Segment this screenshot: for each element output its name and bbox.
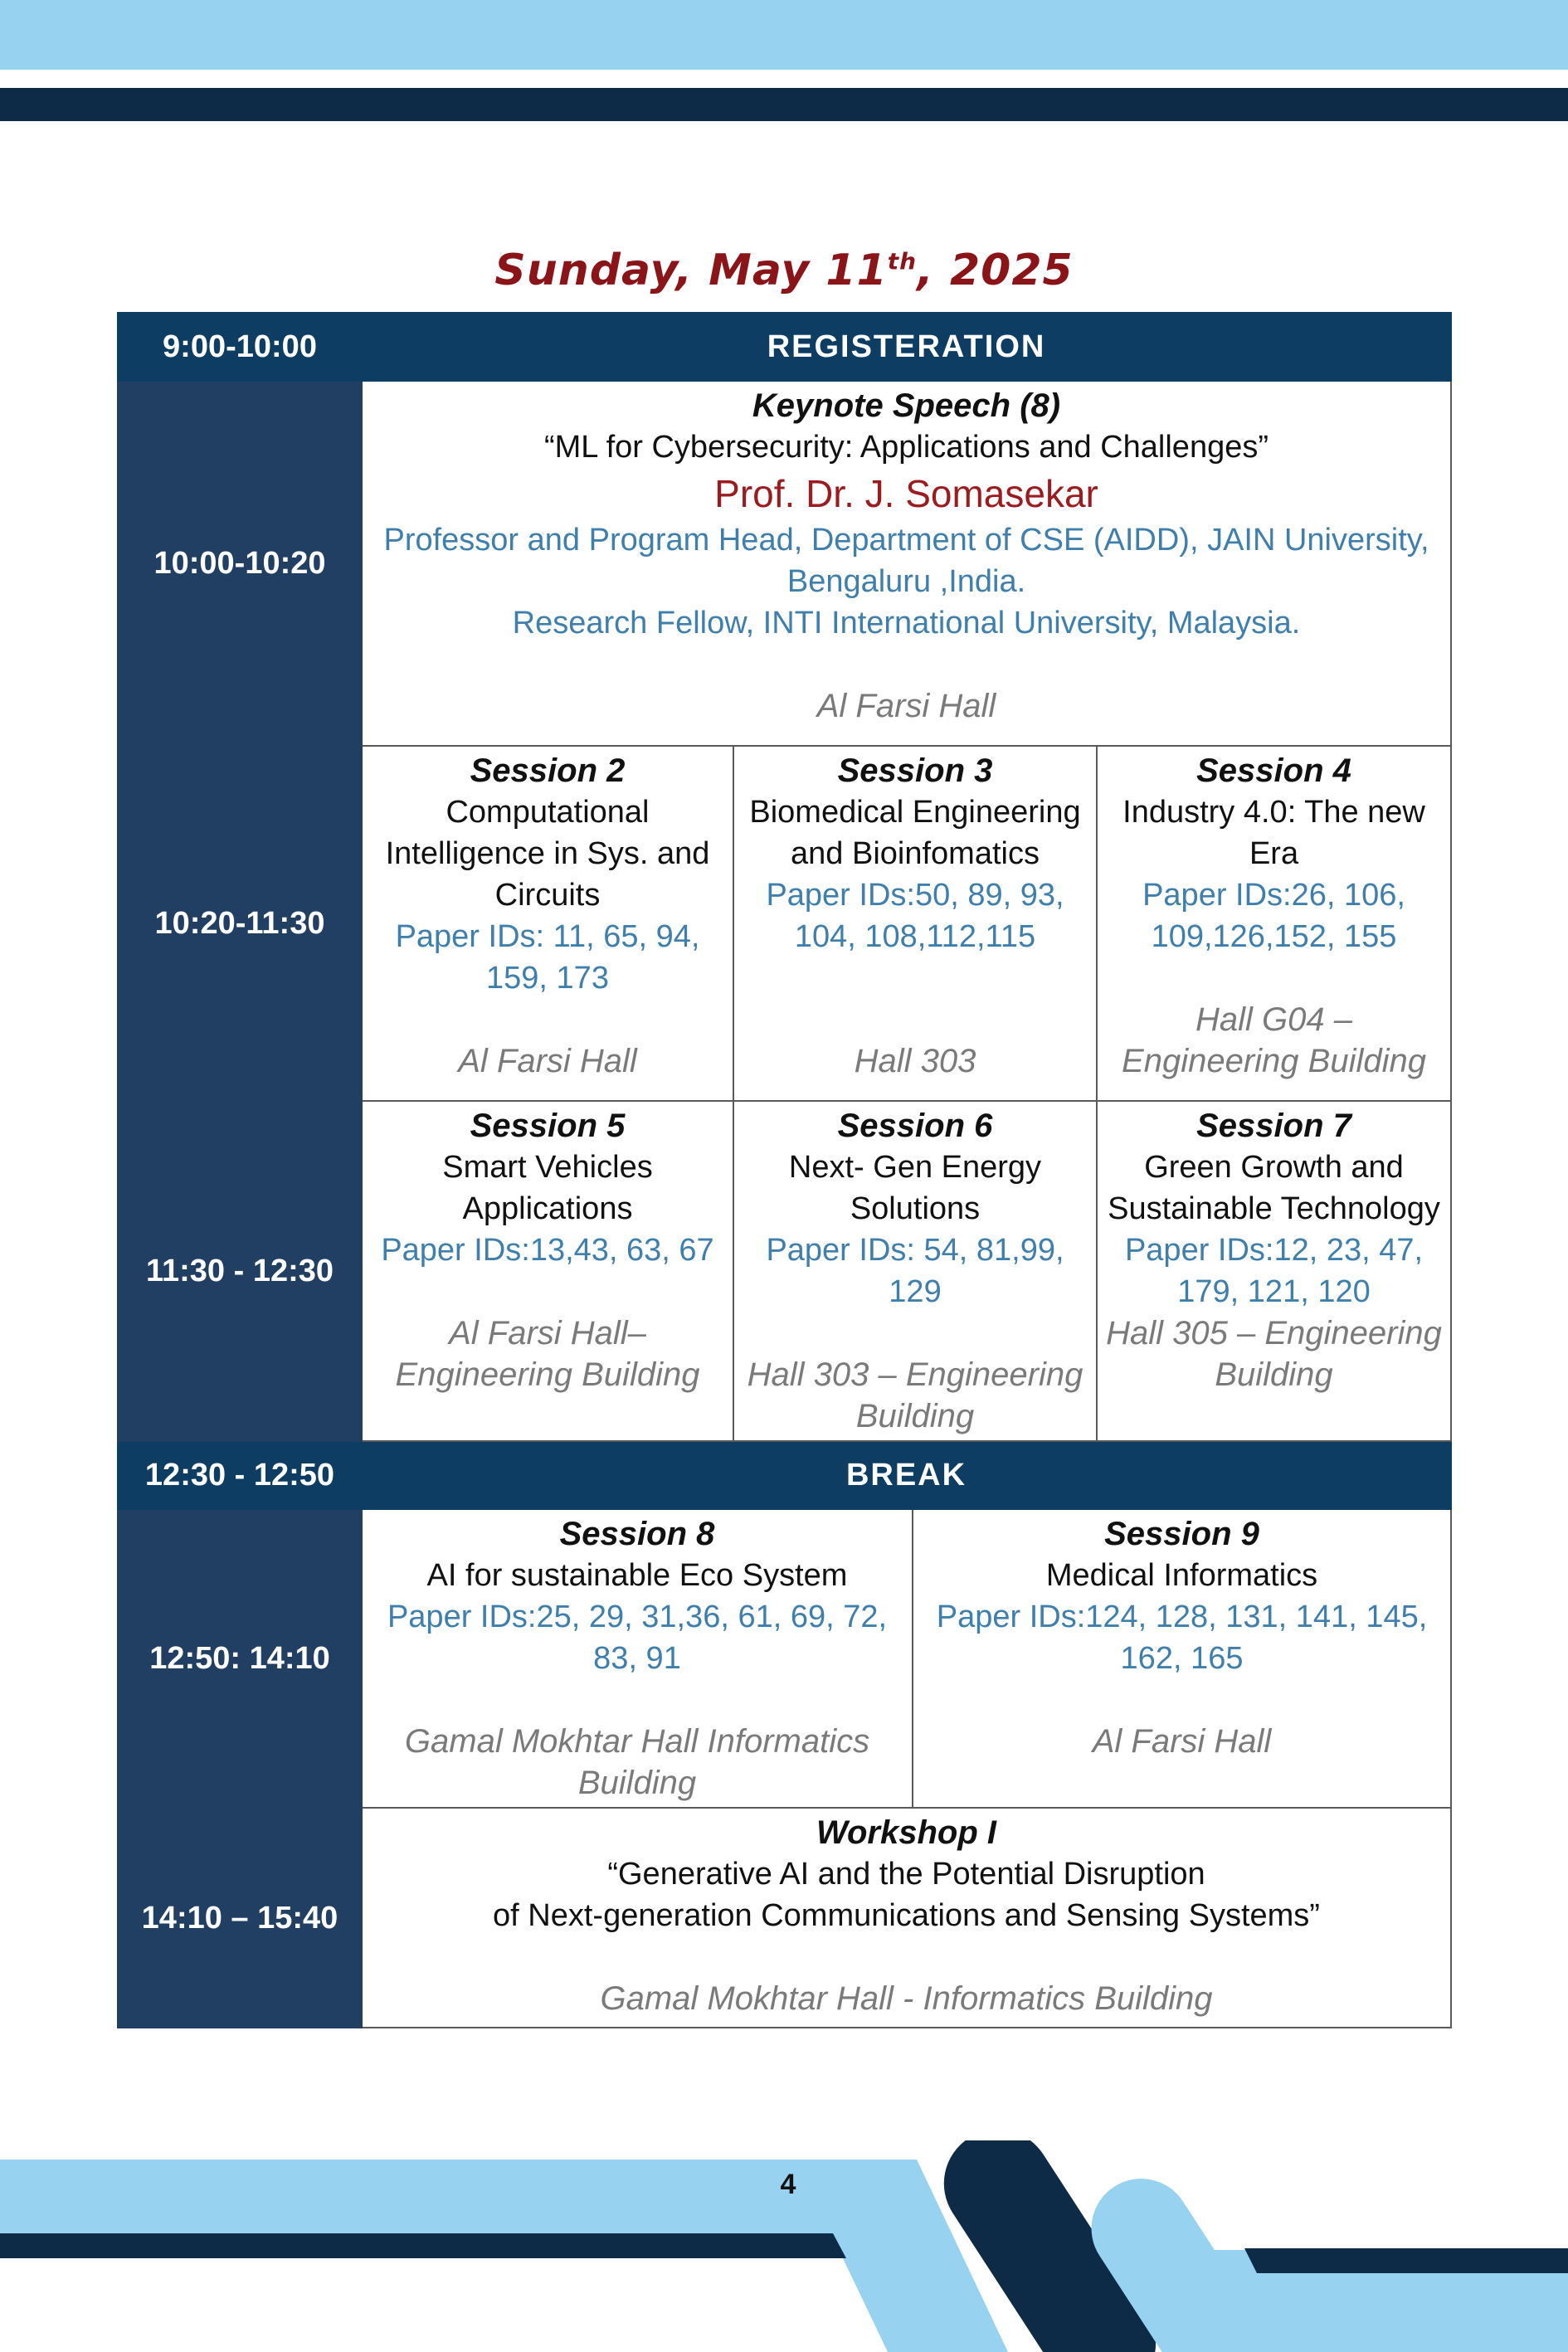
keynote-affiliation: Professor and Program Head, Department of CSE (AIDD), JAIN University, Bengaluru ,India.	[383, 523, 1429, 599]
table-row	[118, 1808, 1451, 2028]
session-cell	[362, 746, 733, 1101]
table-row	[118, 313, 1451, 381]
workshop-topic: “Generative AI and the Potential Disruption	[607, 1857, 1205, 1892]
session-papers: Paper IDs:26, 106, 109,126,152, 155	[1142, 878, 1405, 954]
keynote-speaker: Prof. Dr. J. Somasekar	[714, 472, 1098, 515]
session-cell	[362, 1509, 913, 1808]
workshop-cell	[362, 1808, 1451, 2028]
top-band-dark	[0, 88, 1568, 121]
session-papers: Paper IDs:12, 23, 47, 179, 121, 120	[1124, 1233, 1424, 1309]
keynote-affiliation: Research Fellow, INTI International University, Malaysia.	[512, 606, 1301, 640]
session-cell	[913, 1509, 1451, 1808]
session-papers: Paper IDs:25, 29, 31,36, 61, 69, 72, 83, 91	[387, 1600, 888, 1676]
session-hall: Hall 303	[854, 1043, 976, 1079]
session-title: Session 4	[1196, 752, 1351, 789]
session-topic: Computational Intelligence in Sys. and Circuits	[385, 795, 710, 913]
session-hall: Al Farsi Hall	[1092, 1723, 1272, 1760]
session-papers: Paper IDs:124, 128, 131, 141, 145, 162, 165	[936, 1600, 1428, 1676]
time-cell: 11:30 - 12:30	[118, 1101, 362, 1441]
session-hall: Hall G04 – Engineering Building	[1122, 1001, 1426, 1079]
day-title: Sunday, May 11th, 2025	[494, 246, 1074, 295]
keynote-hall: Al Farsi Hall	[816, 688, 996, 724]
time-cell: 12:30 - 12:50	[118, 1441, 362, 1509]
session-papers: Paper IDs: 11, 65, 94, 159, 173	[395, 919, 700, 996]
page-number: 4	[780, 2169, 796, 2200]
break-banner: BREAK	[362, 1441, 1451, 1509]
workshop-topic: of Next-generation Communications and Sensing Systems”	[493, 1898, 1320, 1933]
session-hall: Hall 303 – Engineering Building	[747, 1356, 1083, 1434]
keynote-cell	[362, 381, 1451, 746]
table-row	[118, 1509, 1451, 1808]
session-title: Session 3	[837, 752, 993, 789]
session-cell	[1097, 1101, 1451, 1441]
workshop-title: Workshop I	[816, 1814, 997, 1851]
keynote-topic: “ML for Cybersecurity: Applications and Challenges”	[544, 430, 1269, 465]
footer-band-dark-right	[1244, 2248, 1568, 2273]
table-row	[118, 746, 1451, 1101]
session-topic: AI for sustainable Eco System	[426, 1558, 848, 1593]
table-row	[118, 1101, 1451, 1441]
session-title: Session 2	[470, 752, 626, 789]
session-hall: Al Farsi Hall– Engineering Building	[395, 1315, 700, 1393]
session-cell	[1097, 746, 1451, 1101]
table-row	[118, 381, 1451, 746]
session-hall: Hall 305 – Engineering Building	[1106, 1315, 1442, 1393]
table-row	[118, 1441, 1451, 1509]
session-cell	[733, 746, 1097, 1101]
session-topic: Medical Informatics	[1045, 1558, 1318, 1593]
keynote-title: Keynote Speech (8)	[752, 387, 1061, 424]
time-cell: 14:10 – 15:40	[118, 1808, 362, 2028]
time-cell: 12:50: 14:10	[118, 1509, 362, 1808]
session-papers: Paper IDs:13,43, 63, 67	[381, 1233, 714, 1268]
session-topic: Smart Vehicles Applications	[442, 1150, 653, 1226]
time-cell: 10:00-10:20	[118, 381, 362, 746]
schedule-table	[117, 312, 1452, 2028]
session-title: Session 9	[1104, 1516, 1259, 1552]
session-hall: Al Farsi Hall	[458, 1043, 637, 1079]
session-cell	[733, 1101, 1097, 1441]
session-topic: Industry 4.0: The new Era	[1122, 795, 1425, 871]
session-title: Session 7	[1196, 1108, 1351, 1144]
session-hall: Gamal Mokhtar Hall Informatics Building	[404, 1723, 870, 1801]
session-topic: Next- Gen Energy Solutions	[788, 1150, 1042, 1226]
footer-band-dark-left	[0, 2233, 846, 2258]
session-papers: Paper IDs: 54, 81,99, 129	[766, 1233, 1064, 1309]
session-cell	[362, 1101, 733, 1441]
top-band-light	[0, 0, 1568, 70]
session-title: Session 6	[837, 1108, 993, 1144]
session-title: Session 5	[470, 1108, 626, 1144]
workshop-hall: Gamal Mokhtar Hall - Informatics Building	[600, 1980, 1213, 2017]
time-cell: 10:20-11:30	[118, 746, 362, 1101]
session-topic: Green Growth and Sustainable Technology	[1108, 1150, 1440, 1226]
registration-banner: REGISTERATION	[362, 313, 1451, 381]
time-cell: 9:00-10:00	[118, 313, 362, 381]
session-title: Session 8	[559, 1516, 715, 1552]
session-papers: Paper IDs:50, 89, 93, 104, 108,112,115	[766, 878, 1064, 954]
session-topic: Biomedical Engineering and Bioinfomatics	[749, 795, 1081, 871]
